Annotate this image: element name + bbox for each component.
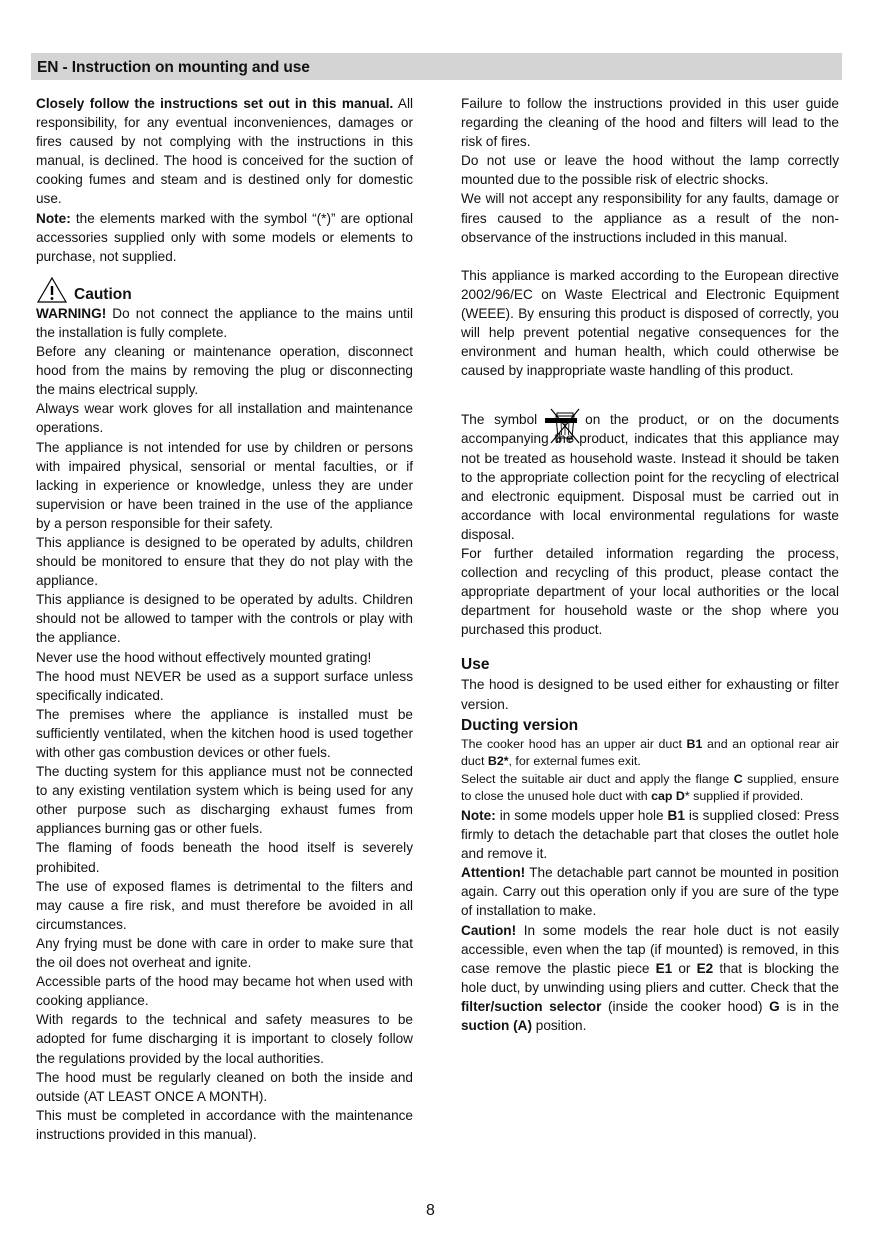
- label-cap-d: cap D: [651, 789, 685, 804]
- note-paragraph: [461, 806, 839, 863]
- warning-label: WARNING!: [36, 305, 107, 321]
- ducting-title: Ducting version: [461, 716, 579, 734]
- safety-paragraph: The hood must NEVER be used as a support surface unless specifically indicated.: [36, 668, 413, 703]
- safety-paragraph: This must be completed in accordance with the maintenance instructions provided in this manual).: [36, 1107, 413, 1142]
- weee-symbol-block: [461, 410, 839, 544]
- crossed-bin-icon: [545, 405, 585, 449]
- right-column: [461, 94, 839, 1035]
- liability-paragraph: We will not accept any responsibility for any faults, damage or fires caused to the appliance as a result of the non-observance of the instructions included in this manual.: [461, 191, 839, 245]
- safety-paragraph: This appliance is designed to be operated by adults, children should be monitored to ensure that they do not play with the appliance.: [36, 534, 413, 589]
- symbol-paragraph: [461, 410, 839, 544]
- label-b1: B1: [686, 736, 703, 751]
- text-run: position.: [531, 1018, 587, 1034]
- warning-text: Do not connect the appliance to the mains until the installation is fully complete.: [36, 305, 413, 340]
- fire-risk-paragraph: Failure to follow the instructions provided in this user guide regarding the cleaning of the hood and filters will lead to the risk of fires.: [461, 96, 839, 150]
- label-b1: B1: [667, 808, 685, 823]
- text-run: The detachable part cannot be mounted in position again. Carry out this operation only if you are sure of the type of installation to make.: [461, 865, 839, 919]
- label-suction: suction (A): [461, 1018, 532, 1034]
- safety-paragraph: The use of exposed flames is detrimental to the filters and may cause a fire risk, and must therefore be avoided in all circumstances.: [36, 878, 413, 932]
- warning-triangle-icon: [36, 276, 68, 304]
- symbol-before: The symbol: [461, 412, 538, 428]
- text-run: supplied, ensure to close the unused hole duct with: [461, 771, 839, 804]
- safety-paragraph: This appliance is designed to be operated by adults. Children should not be allowed to tamper with the controls or play with the appliance.: [36, 592, 413, 646]
- safety-paragraph: The appliance is not intended for use by children or persons with impaired physical, sensorial or mental faculties, or if lacking in experience or knowledge, unless they are under supervision or have been trained in the use of the appliance by a person responsible for their safety.: [36, 439, 413, 531]
- ducting-paragraph: [461, 736, 839, 771]
- safety-paragraph: The flaming of foods beneath the hood itself is severely prohibited.: [36, 840, 413, 875]
- intro-paragraph: [36, 94, 413, 209]
- caution-title: Caution: [74, 285, 132, 303]
- label-g: G: [769, 998, 780, 1014]
- note-paragraph: [36, 209, 413, 266]
- weee-paragraph: This appliance is marked according to the European directive 2002/96/EC on Waste Electrical and Electronic Equipment (WEEE). By ensuring this product is disposed of correctly, you will help prevent potential negative consequences for the environment and human health, which could otherwise be caused by inappropriate waste handling of this product.: [461, 267, 839, 379]
- label-e1: E1: [655, 960, 673, 976]
- text-run: is supplied closed: Press firmly to detach the detachable part that closes the outlet hole and remove it.: [461, 808, 839, 862]
- text-run: is in the: [779, 998, 840, 1014]
- use-title: Use: [461, 656, 490, 674]
- note-label: Note:: [36, 210, 71, 226]
- text-run: In some models the rear hole duct is not easily accessible, even when the tap (if mounted) is removed, in this case remove the plastic piece: [461, 922, 839, 976]
- section-title: EN - Instruction on mounting and use: [37, 59, 310, 76]
- text-run: or: [672, 960, 697, 976]
- text-run: and an optional rear air duct: [461, 736, 839, 769]
- caution-heading: [36, 274, 413, 304]
- flange-paragraph: [461, 771, 839, 806]
- attention-label: Attention!: [461, 865, 526, 881]
- label-e2: E2: [696, 960, 714, 976]
- safety-paragraph: Any frying must be done with care in order to make sure that the oil does not overheat and ignite.: [36, 935, 413, 971]
- safety-paragraph: The hood must be regularly cleaned on both the inside and outside (AT LEAST ONCE A MONTH).: [36, 1069, 413, 1104]
- text-run: , for external fumes exit.: [508, 754, 641, 769]
- further-info-paragraph: For further detailed information regarding the process, collection and recycling of this product, please contact the appropriate department of your local authorities or the local department for household waste or the shop where you purchased this product.: [461, 545, 839, 638]
- text-run: (inside the cooker hood): [601, 998, 770, 1014]
- safety-paragraph: The premises where the appliance is installed must be sufficiently ventilated, when the kitchen hood is used together with other gas combustion devices or other fuels.: [36, 706, 413, 760]
- attention-paragraph: [461, 863, 839, 920]
- safety-paragraph: The ducting system for this appliance must not be connected to any existing ventilation system which is being used for any other purpose such as discharging exhaust fumes from appliances burning gas or other fuels.: [36, 764, 413, 837]
- label-b2: B2*: [487, 754, 509, 769]
- text-run: in some models upper hole: [495, 808, 668, 823]
- label-c: C: [733, 771, 743, 786]
- note-label: Note:: [461, 808, 496, 823]
- caution-label: Caution!: [461, 922, 517, 938]
- safety-paragraph: Accessible parts of the hood may became hot when used with cooking appliance.: [36, 974, 413, 1009]
- intro-bold: Closely follow the instructions set out in this manual.: [36, 96, 394, 111]
- lamp-paragraph: Do not use or leave the hood without the lamp correctly mounted due to the possible risk of electric shocks.: [461, 153, 839, 188]
- note-text: the elements marked with the symbol “(*)” are optional accessories supplied only with some models or elements to purchase, not supplied.: [36, 210, 414, 264]
- label-selector: filter/suction selector: [461, 998, 602, 1014]
- safety-paragraph: Always wear work gloves for all installation and maintenance operations.: [36, 401, 413, 436]
- symbol-after: on the product, or on the documents accompanying the product, indicates that this appliance may not be treated as household waste. Instead it should be taken to the appropriate collection point for the recycling of electrical and electronic equipment. Disposal must be carried out in accordance with local environmental regulations for waste disposal.: [461, 412, 839, 542]
- intro-rest: All responsibility, for any eventual inconveniences, damages or fires caused by not complying with the instructions in this manual, is declined. The hood is conceived for the suction of cooking fumes and steam and is destined only for domestic use.: [36, 96, 413, 207]
- section-header: [31, 53, 842, 80]
- safety-paragraph: With regards to the technical and safety measures to be adopted for fume discharging it is important to closely follow the regulations provided by the local authorities.: [36, 1012, 413, 1066]
- warning-paragraph: [36, 304, 413, 342]
- page-number: 8: [426, 1202, 435, 1219]
- text-run: Select the suitable air duct and apply the flange: [461, 771, 734, 786]
- safety-paragraph: Never use the hood without effectively mounted grating!: [36, 649, 372, 665]
- safety-paragraph: Before any cleaning or maintenance operation, disconnect hood from the mains by removing the plug or disconnecting the mains electrical supply.: [36, 344, 413, 398]
- use-paragraph: The hood is designed to be used either for exhausting or filter version.: [461, 677, 839, 712]
- text-run: that is blocking the hole duct, by unwinding using pliers and cutter. Check that the: [461, 960, 840, 995]
- caution-paragraph: [461, 921, 839, 1036]
- text-run: * supplied if provided.: [684, 789, 804, 804]
- left-column: [36, 94, 413, 1144]
- text-run: The cooker hood has an upper air duct: [461, 736, 687, 751]
